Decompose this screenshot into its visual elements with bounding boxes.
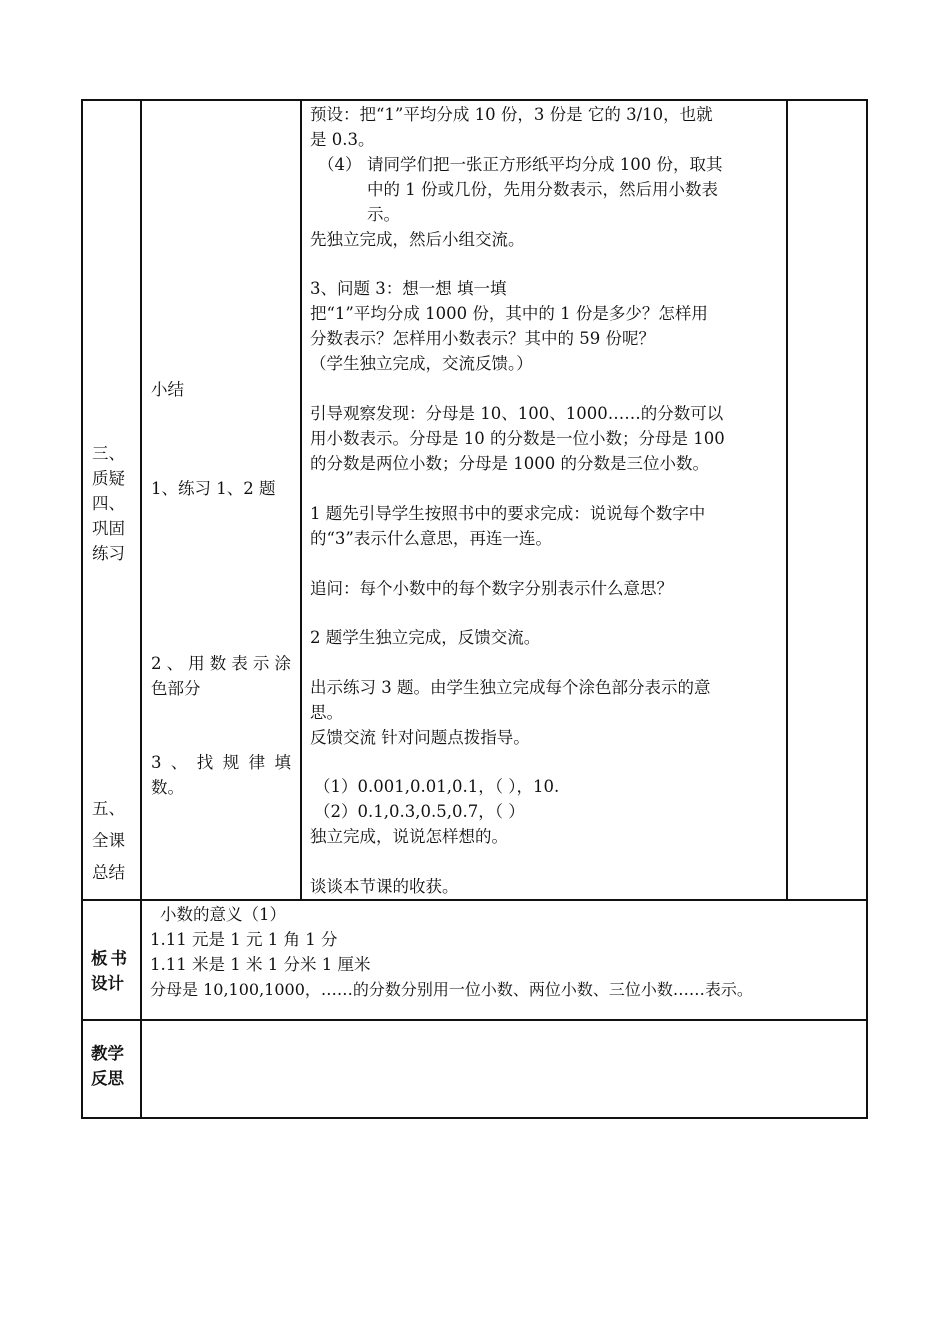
content-line: 3、问题 3：想一想 填一填	[310, 279, 507, 298]
content-line: 中的 1 份或几份，先用分数表示，然后用小数表	[367, 180, 718, 199]
exercise-3-label: 3、找规律填	[151, 753, 291, 772]
stage-label: 三、	[92, 444, 125, 463]
content-line: （2）0.1,0.3,0.5,0.7，（ ）	[314, 802, 525, 821]
content-line: 追问：每个小数中的每个数字分别表示什么意思？	[310, 579, 673, 598]
reflection-label: 反思	[91, 1069, 124, 1088]
content-line: 1 题先引导学生按照书中的要求完成：说说每个数字中	[310, 504, 706, 523]
content-line: 反馈交流 针对问题点拨指导。	[310, 728, 530, 747]
board-line: 1.11 元是 1 元 1 角 1 分	[150, 930, 338, 949]
row-divider	[81, 1019, 868, 1021]
content-line: 谈谈本节课的收获。	[310, 877, 459, 896]
column-divider	[300, 100, 302, 900]
board-line: 1.11 米是 1 米 1 分米 1 厘米	[150, 955, 371, 974]
exercise-3-label: 数。	[151, 778, 184, 797]
content-line: 引导观察发现：分母是 10、100、1000……的分数可以	[310, 404, 724, 423]
content-line: 先独立完成，然后小组交流。	[310, 230, 525, 249]
content-line: 预设：把“1”平均分成 10 份，3 份是 它的 3/10，也就	[310, 105, 713, 124]
summary-label: 小结	[151, 380, 184, 399]
exercise-2-label: 2、用数表示涂	[151, 654, 291, 673]
exercise-2-label: 色部分	[151, 679, 201, 698]
stage-label: 全课	[92, 831, 125, 850]
board-design-label: 板书	[91, 949, 130, 968]
stage-label: 质疑	[92, 469, 125, 488]
column-divider	[140, 100, 142, 1118]
content-line: 思。	[310, 703, 343, 722]
stage-label: 练习	[92, 544, 125, 563]
content-line: 把“1”平均分成 1000 份，其中的 1 份是多少？怎样用	[310, 304, 708, 323]
board-design-label: 设计	[91, 974, 124, 993]
stage-label: 四、	[92, 494, 125, 513]
content-line: （学生独立完成，交流反馈。）	[310, 354, 533, 373]
content-line: 用小数表示。分母是 10 的分数是一位小数；分母是 100	[310, 429, 725, 448]
column-divider	[786, 100, 788, 900]
content-line: 请同学们把一张正方形纸平均分成 100 份，取其	[367, 155, 723, 174]
board-line: 分母是 10,100,1000，……的分数分别用一位小数、两位小数、三位小数……表示。	[150, 980, 753, 999]
stage-label: 五、	[92, 799, 125, 818]
reflection-label: 教学	[91, 1044, 124, 1063]
row-divider	[81, 899, 868, 901]
content-line: （1）0.001,0.01,0.1，（ ），10.	[314, 777, 560, 796]
content-line: 独立完成，说说怎样想的。	[310, 827, 508, 846]
content-line-number: （4）	[318, 155, 362, 174]
content-line: 的分数是两位小数；分母是 1000 的分数是三位小数。	[310, 454, 709, 473]
content-line: 的“3”表示什么意思，再连一连。	[310, 529, 552, 548]
stage-label: 巩固	[92, 519, 125, 538]
content-line: 是 0.3。	[310, 130, 375, 149]
content-line: 示。	[367, 205, 400, 224]
board-title: 小数的意义（1）	[160, 905, 286, 924]
stage-label: 总结	[92, 863, 125, 882]
exercise-1-label: 1、练习 1、2 题	[151, 479, 276, 498]
content-line: 分数表示？怎样用小数表示？其中的 59 份呢？	[310, 329, 655, 348]
content-line: 2 题学生独立完成，反馈交流。	[310, 628, 541, 647]
content-line: 出示练习 3 题。由学生独立完成每个涂色部分表示的意	[310, 678, 711, 697]
